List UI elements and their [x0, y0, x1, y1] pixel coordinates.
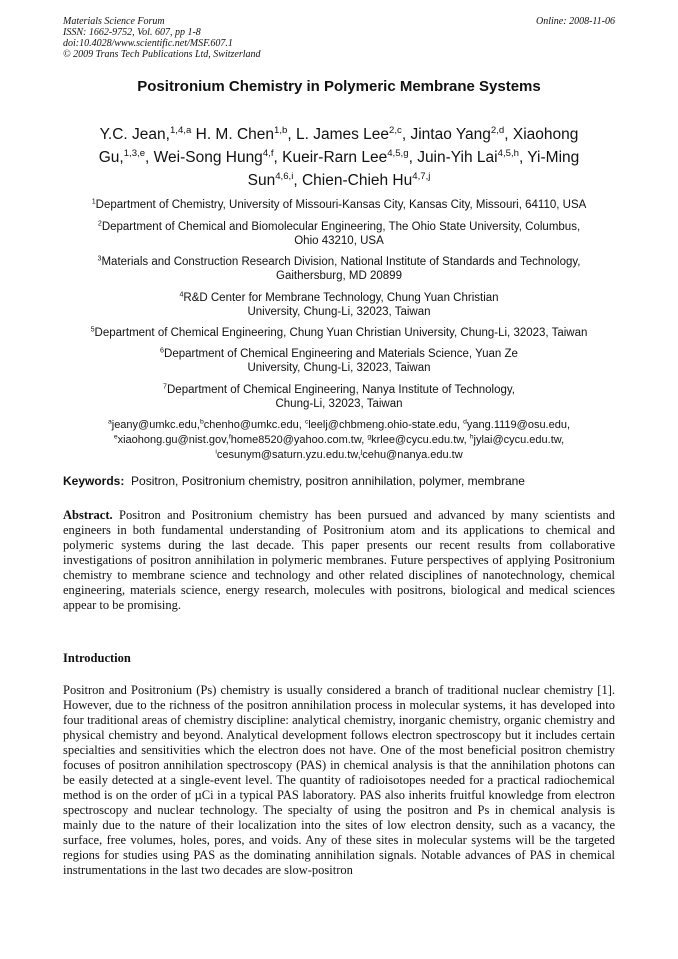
introduction-paragraph: Positron and Positronium (Ps) chemistry is usually considered a branch of traditional nuclear chemistry [1]. However, due to the richness of the positron annihilation process in molecular systems, it has developed into four traditional areas of chemistry discipline: analytical chemistry, inorganic chemistry, organic chemistry and physical chemistry and beyond. Analytical development follows electron spectroscopy but it includes certain specialties and sensitivities which the electron does not have. One of the most beneficial positron chemistry focuses of positron annihilation spectroscopy (PAS) in chemical analysis is that the annihilation photons can be easily detected at a single-event level. The quantity of radioisotopes needed for a practical radiochemical method is on the order of µCi in a typical PAS laboratory. PAS also inherits fruitful knowledge from electron spectroscopy and nuclear technology. The specialty of using the positron and Ps in chemical analysis is mainly due to the nature of their localization into the sites of low electron density, such as a vacancy, the surface, free volumes, holes, pores, and voids. Any of these sites in molecular systems will be the targeted regions for studies using PAS as the dominating annihilation signals. Notable advances of PAS in chemical instrumentations in the last two decades are slow-positron	[63, 683, 615, 877]
affiliation-text: Department of Chemical Engineering and Materials Science, Yuan Ze	[164, 348, 518, 360]
author-affiliation-sup: 1,4,a	[169, 124, 192, 136]
affiliation-text: R&D Center for Membrane Technology, Chung Yuan Christian	[183, 292, 499, 304]
keywords-text: Positron, Positronium chemistry, positron annihilation, polymer, membrane	[131, 474, 525, 488]
email-link[interactable]: xiaohong.gu@nist.gov,	[117, 434, 229, 446]
author-name: Y.C. Jean,	[99, 126, 170, 143]
affiliation-text: Gaithersburg, MD 20899	[276, 270, 402, 282]
section-heading-introduction: Introduction	[63, 651, 131, 665]
author-name: L. James Lee	[295, 126, 390, 143]
abstract	[63, 508, 615, 613]
author-name: Chien-Chieh Hu	[301, 172, 413, 189]
affiliation	[0, 255, 678, 283]
doi-line: doi:10.4028/www.scientific.net/MSF.607.1	[63, 38, 233, 49]
email-link[interactable]: krlee@cycu.edu.tw,	[371, 434, 470, 446]
affiliation	[0, 291, 678, 319]
affiliation-text: Department of Chemical Engineering, Chung Yuan Christian University, Chung-Li, 32023, Taiwan	[94, 327, 588, 339]
affiliation	[0, 326, 678, 340]
affiliation-text: University, Chung-Li, 32023, Taiwan	[247, 306, 431, 318]
author-name: Yi-Ming Sun	[247, 149, 580, 189]
affiliation-text: Department of Chemical and Biomolecular Engineering, The Ohio State University, Columbus,	[101, 221, 581, 233]
author-affiliation-sup: 2,d	[490, 124, 505, 136]
author-affiliation-sup: 4,5,g	[387, 147, 409, 159]
author-name: Jintao Yang	[410, 126, 491, 143]
affiliation-number: 4	[179, 290, 184, 299]
affiliation-number: 3	[97, 254, 102, 263]
author-affiliation-sup: 4,f	[262, 147, 274, 159]
affiliation-text: Department of Chemistry, University of Missouri-Kansas City, Kansas City, Missouri, 64110, USA	[95, 199, 587, 211]
affiliation-text: Chung-Li, 32023, Taiwan	[275, 398, 403, 410]
author-affiliation-sup: 1,3,e	[123, 147, 146, 159]
running-header	[63, 16, 615, 60]
affiliation-number: 6	[160, 346, 165, 355]
author-name: Kueir-Rarn Lee	[282, 149, 388, 166]
affiliation	[0, 198, 678, 212]
author-affiliation-sup: 1,b	[274, 124, 288, 136]
author-affiliation-sup: 4,5,h	[497, 147, 519, 159]
email-link[interactable]: jylai@cycu.edu.tw,	[473, 434, 565, 446]
author-name: Juin-Yih Lai	[417, 149, 498, 166]
email-link[interactable]: home8520@yahoo.com.tw,	[230, 434, 368, 446]
author-list: Y.C. Jean,$^{1,4,a}$ H. M. Chen$^{1,b}$, L. James Lee$^{2,c}$, Jintao Yang$^{2,d}$, Xiaohong Gu,$^{1,3,e}$, Wei-Song Hung$^{4,f}$, Kueir-Rarn Lee$^{4,5,g}$, Juin-Yih Lai$^{4,5,h}$, Yi-Ming Sun$^{4,6,i}$, Chien-Chieh Hu$^{4,7,j}$	[98, 124, 580, 189]
affiliation	[0, 383, 678, 411]
author-affiliation-sup: 2,c	[389, 124, 402, 136]
online-date: Online: 2008-11-06	[536, 16, 615, 27]
author-affiliation-sup: 4,6,i	[275, 170, 294, 182]
email-link[interactable]: chenho@umkc.edu,	[203, 419, 305, 431]
email-link[interactable]: yang.1119@osu.edu,	[466, 419, 571, 431]
email-link[interactable]: jeany@umkc.edu,	[111, 419, 200, 431]
keywords-label: Keywords:	[63, 474, 125, 488]
keywords	[63, 474, 615, 488]
copyright-line: © 2009 Trans Tech Publications Ltd, Switzerland	[63, 49, 261, 60]
affiliation	[0, 220, 678, 248]
author-name: Xiaohong Gu,	[98, 126, 579, 166]
email-link[interactable]: cehu@nanya.edu.tw	[362, 449, 463, 461]
email-link[interactable]: cesunym@saturn.yzu.edu.tw,	[216, 449, 361, 461]
affiliation-text: Ohio 43210, USA	[294, 235, 384, 247]
email-list: $^a$jeany@umkc.edu,$^b$chenho@umkc.edu, $^c$leelj@chbmeng.ohio-state.edu, $^d$yang.1119@osu.edu, $^e$xiaohong.gu@nist.gov,$^f$home8520@yahoo.com.tw, $^g$krlee@cycu.edu.tw, $^h$jylai@cycu.edu.tw, $^i$cesunym@saturn.yzu.edu.tw,$^j$cehu@nanya.edu.tw	[107, 418, 571, 461]
issn-line: ISSN: 1662-9752, Vol. 607, pp 1-8	[63, 27, 201, 38]
affiliation-number: 1	[91, 197, 96, 206]
paper-title: Positronium Chemistry in Polymeric Membrane Systems	[137, 78, 541, 95]
author-affiliation-sup: 4,7,j	[412, 170, 431, 182]
affiliation	[0, 347, 678, 375]
abstract-text: Positron and Positronium chemistry has been pursued and advanced by many scientists and engineers in both fundamental understanding of Positronium atom and its applications to chemical and polymeric systems during the last decade. This paper presents our recent results from collaborative investigations of positron annihilation in polymeric membranes. Future perspectives of applying Positronium chemistry to membrane science and technology and other related disciplines of nanotechnology, chemical engineering, materials science, energy research, molecules with positrons, biological and medical sciences appear to be promising.	[63, 508, 615, 612]
affiliation-number: 7	[163, 382, 167, 391]
author-name: H. M. Chen	[195, 126, 275, 143]
abstract-label: Abstract.	[63, 508, 113, 522]
affiliation-text: University, Chung-Li, 32023, Taiwan	[247, 362, 431, 374]
email-link[interactable]: leelj@chbmeng.ohio-state.edu,	[308, 419, 464, 431]
affiliation-number: 5	[90, 325, 95, 334]
author-name: Wei-Song Hung	[153, 149, 263, 166]
affiliation-number: 2	[97, 219, 102, 228]
journal-name: Materials Science Forum	[63, 16, 165, 27]
affiliation-text: Department of Chemical Engineering, Nanya Institute of Technology,	[167, 384, 515, 396]
affiliation-text: Materials and Construction Research Division, National Institute of Standards and Technology,	[101, 256, 581, 268]
